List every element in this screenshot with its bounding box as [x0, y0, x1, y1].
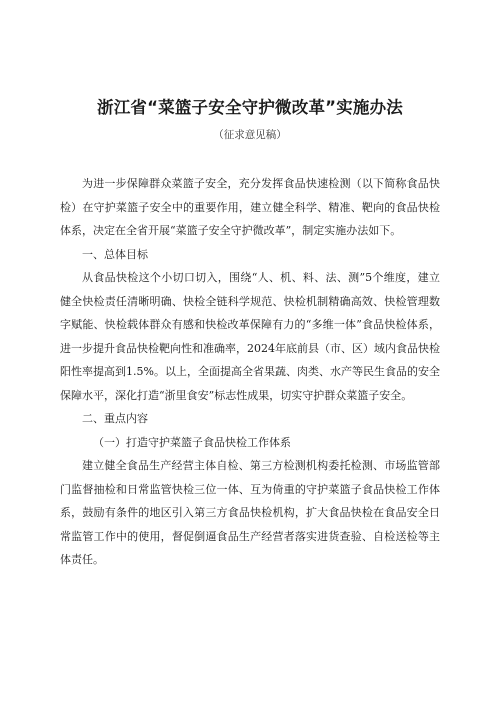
subsection-heading-1: （一）打造守护菜篮子食品快检工作体系: [93, 435, 291, 449]
section-heading-key-content: 二、重点内容: [82, 412, 148, 425]
goals-paragraph: 从食品快检这个小切口切入，围绕“人、机、料、法、测”5个维度，建立健全快检责任清晰明确、快检全链科学规范、快检机制精确高效、快检管理数字赋能、快检载体群众有感和快检改革保障有力的“多维一体”食品快检体系，进一步提升食品快检靶向性和准确率，2024年底前县（市、区）域内食品快检阳性率提高到1.5%。以上，全面提高全省果蔬、肉类、水产等民生食品的安全保障水平，深化打造“浙里食安”标志性成果，切实守护群众菜篮子安全。: [60, 271, 440, 402]
subsection-1-paragraph: 建立健全食品生产经营主体自检、第三方检测机构委托检测、市场监管部门监督抽检和日常监管快检三位一体、互为倚重的守护菜篮子食品快检工作体系，鼓励有条件的地区引入第三方食品快检机构，扩大食品快检在食品安全日常监管工作中的使用，督促倒逼食品生产经营者落实进货查验、自检送检等主体责任。: [60, 459, 440, 566]
section-heading-goals: 一、总体目标: [82, 247, 148, 261]
document-title: 浙江省“菜篮子安全守护微改革”实施办法: [97, 98, 403, 117]
document-subtitle: （征求意见稿）: [213, 129, 287, 141]
document-body: [60, 172, 440, 572]
intro-paragraph: 为进一步保障群众菜篮子安全，充分发挥食品快速检测（以下简称食品快检）在守护菜篮子安全中的重要作用，建立健全科学、精准、靶向的食品快检体系，决定在全省开展“菜篮子安全守护微改革”，制定实施办法如下。: [60, 177, 440, 237]
